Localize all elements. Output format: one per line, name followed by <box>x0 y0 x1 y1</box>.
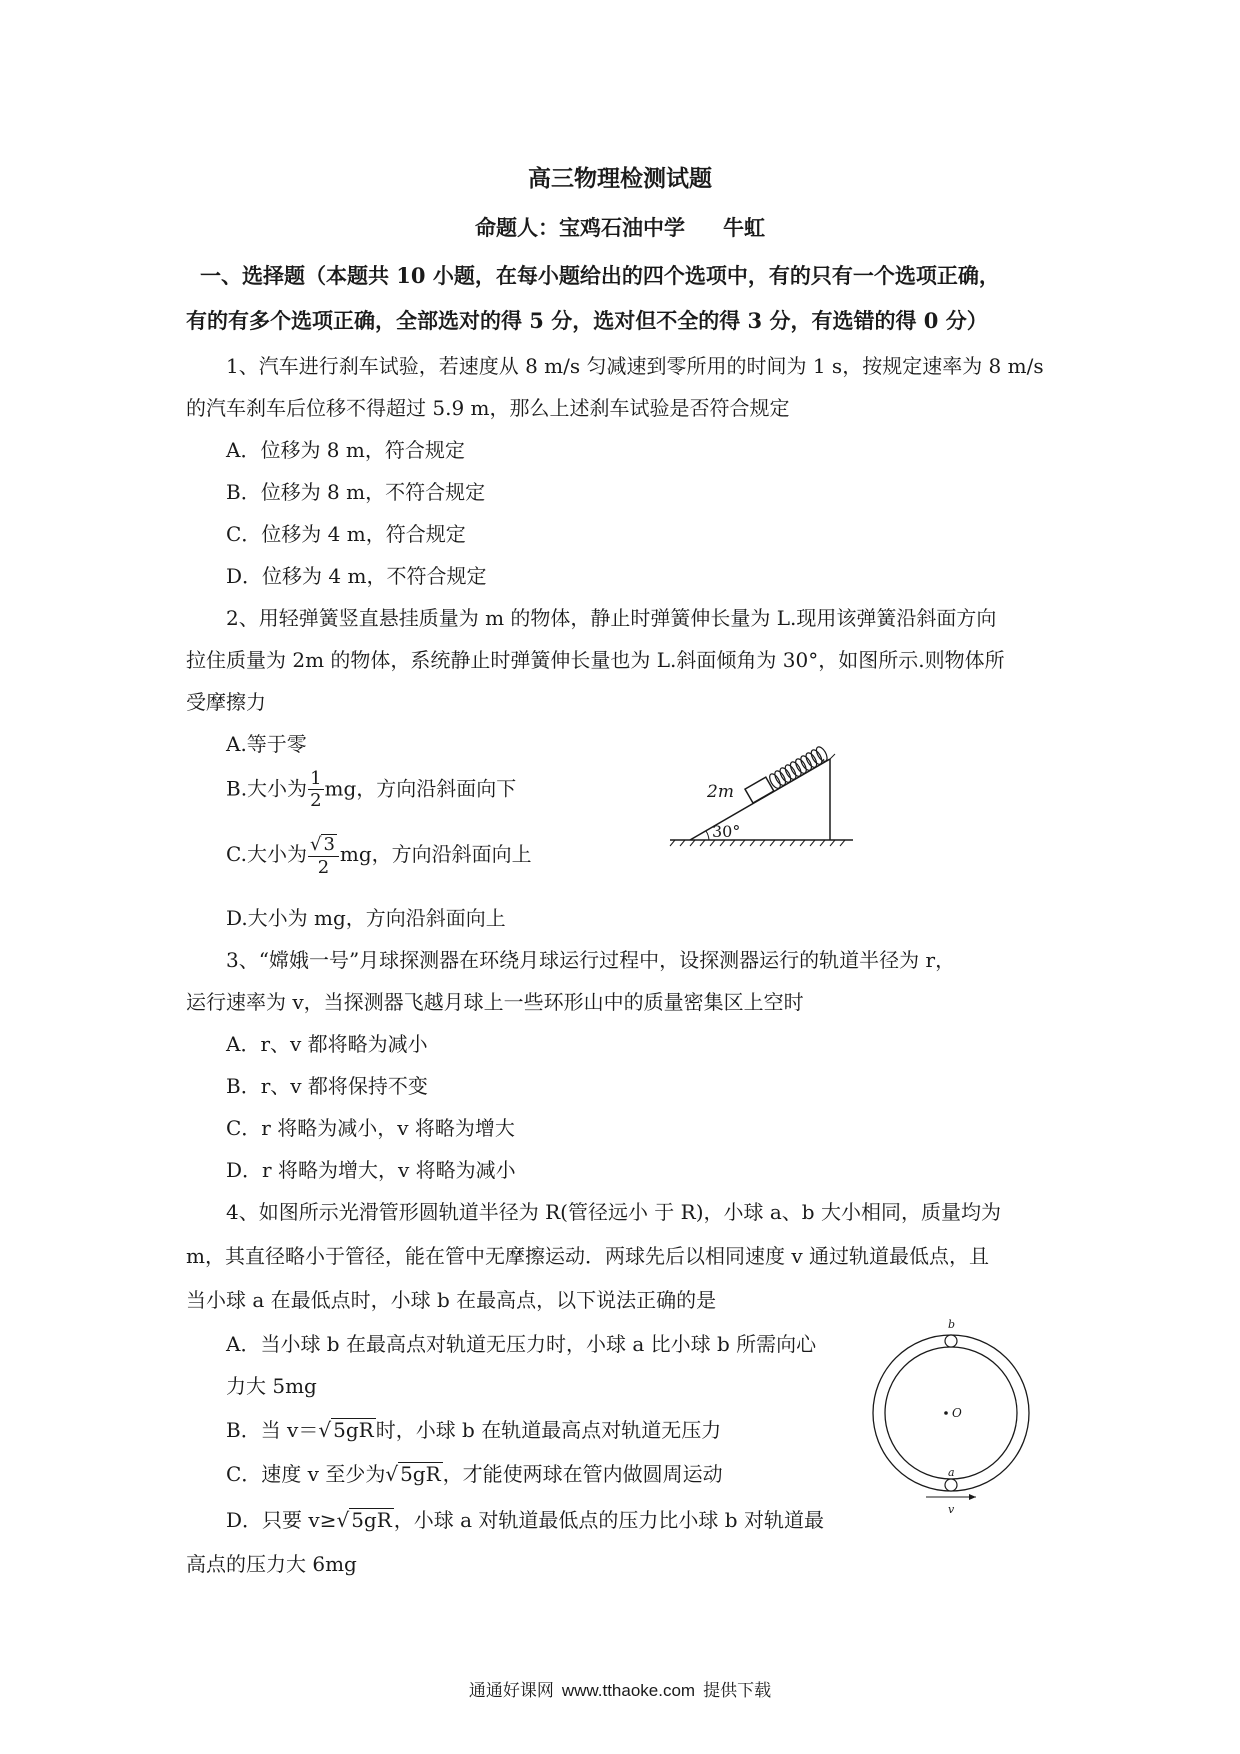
velocity-arrowhead <box>969 1494 976 1500</box>
author-label: 命题人：宝鸡石油中学 <box>475 215 685 240</box>
sqrt-symbol: √ 5gR <box>336 1508 392 1532</box>
block-2m <box>745 777 774 803</box>
q1-option-d: D．位移为 4 m，不符合规定 <box>226 564 487 588</box>
q2-stem-line3: 受摩擦力 <box>186 690 266 714</box>
section-heading-line1: 一、选择题（本题共 10 小题，在每小题给出的四个选项中，有的只有一个选项正确， <box>200 263 1000 288</box>
bottom-label: a <box>948 1466 955 1479</box>
sqrt-symbol: √ 3 <box>309 834 335 855</box>
spring <box>768 745 830 790</box>
fraction: $\frac{1}{2}$ <box>310 768 322 811</box>
velocity-label: v <box>948 1503 955 1516</box>
author-name: 牛虹 <box>723 215 765 240</box>
center-dot <box>944 1411 948 1415</box>
sqrt-symbol: √ 5gR <box>318 1418 374 1442</box>
q4-option-a-line1: A．当小球 b 在最高点对轨道无压力时，小球 a 比小球 b 所需向心 <box>226 1332 817 1356</box>
inner-track <box>885 1347 1017 1479</box>
author-line <box>0 212 1240 242</box>
q2-option-b: B.大小为 $\frac{1}{2}$ mg，方向沿斜面向下 <box>226 768 517 811</box>
fraction: $\frac{√ 3}{2}$ <box>308 834 339 877</box>
q4-option-a-line2: 力大 5mg <box>226 1374 317 1398</box>
q4-option-c: C．速度 v 至少为√ 5gR ，才能使两球在管内做圆周运动 <box>226 1462 723 1486</box>
q4-stem-line3: 当小球 a 在最低点时，小球 b 在最高点，以下说法正确的是 <box>186 1288 717 1312</box>
circular-track-figure <box>868 1318 1038 1518</box>
q4-option-d-line2: 高点的压力大 6mg <box>186 1552 357 1576</box>
q3-option-c: C．r 将略为减小，v 将略为增大 <box>226 1116 515 1140</box>
q3-stem-line2: 运行速率为 v，当探测器飞越月球上一些环形山中的质量密集区上空时 <box>186 990 804 1014</box>
ball-a <box>945 1479 957 1491</box>
page-footer <box>0 1676 1240 1701</box>
ball-b <box>945 1335 957 1347</box>
ground-hatching <box>670 840 845 846</box>
q4-stem-line2: m，其直径略小于管径，能在管中无摩擦运动．两球先后以相同速度 v 通过轨道最低点，且 <box>186 1244 989 1268</box>
q4-option-d: D．只要 v≥√ 5gR ，小球 a 对轨道最低点的压力比小球 b 对轨道最 <box>226 1508 824 1532</box>
footer-url[interactable]: www.tthaoke.com <box>561 1681 696 1700</box>
q3-option-d: D．r 将略为增大，v 将略为减小 <box>226 1158 516 1182</box>
page-title: 高三物理检测试题 <box>528 165 712 192</box>
q4-option-b: B．当 v＝√ 5gR 时，小球 b 在轨道最高点对轨道无压力 <box>226 1418 722 1442</box>
q2-option-d: D.大小为 mg，方向沿斜面向上 <box>226 906 506 930</box>
angle-arc <box>706 831 709 840</box>
q2-stem-line1: 2、用轻弹簧竖直悬挂质量为 m 的物体，静止时弹簧伸长量为 L.现用该弹簧沿斜面方向 <box>226 606 997 630</box>
q1-option-b: B．位移为 8 m，不符合规定 <box>226 480 486 504</box>
q2-option-c: C.大小为 $\frac{√ 3}{2}$ mg，方向沿斜面向上 <box>226 834 532 878</box>
section-heading-line2: 有的有多个选项正确，全部选对的得 5 分，选对但不全的得 3 分，有选错的得 0 分） <box>186 308 988 333</box>
center-label: O <box>952 1406 962 1420</box>
q3-option-b: B．r、v 都将保持不变 <box>226 1074 428 1098</box>
q3-option-a: A．r、v 都将略为减小 <box>226 1032 428 1056</box>
mass-label: 2m <box>707 782 734 802</box>
top-label: b <box>948 1318 956 1331</box>
q4-stem-line1: 4、如图所示光滑管形圆轨道半径为 R(管径远小 于 R)，小球 a、b 大小相同，质量均为 <box>226 1200 1001 1224</box>
q1-option-c: C．位移为 4 m，符合规定 <box>226 522 466 546</box>
angle-label: 30° <box>712 822 741 841</box>
sqrt-symbol: √ 5gR <box>385 1462 441 1486</box>
q3-stem-line1: 3、“嫦娥一号”月球探测器在环绕月球运行过程中，设探测器运行的轨道半径为 r， <box>226 948 956 972</box>
q2-option-a: A.等于零 <box>226 732 307 756</box>
q1-option-a: A．位移为 8 m，符合规定 <box>226 438 465 462</box>
q1-stem-line2: 的汽车刹车后位移不得超过 5.9 m，那么上述刹车试验是否符合规定 <box>186 396 790 420</box>
footer-site: 通通好课网 <box>468 1681 554 1700</box>
q1-stem-line1: 1、汽车进行刹车试验，若速度从 8 m/s 匀减速到零所用的时间为 1 s，按规定速率为 8 m/s <box>226 354 1044 378</box>
q2-stem-line2: 拉住质量为 2m 的物体，系统静止时弹簧伸长量也为 L.斜面倾角为 30°，如图所示.则物体所 <box>186 648 1005 672</box>
footer-suffix: 提供下载 <box>703 1681 772 1700</box>
incline-spring-figure <box>665 740 865 860</box>
